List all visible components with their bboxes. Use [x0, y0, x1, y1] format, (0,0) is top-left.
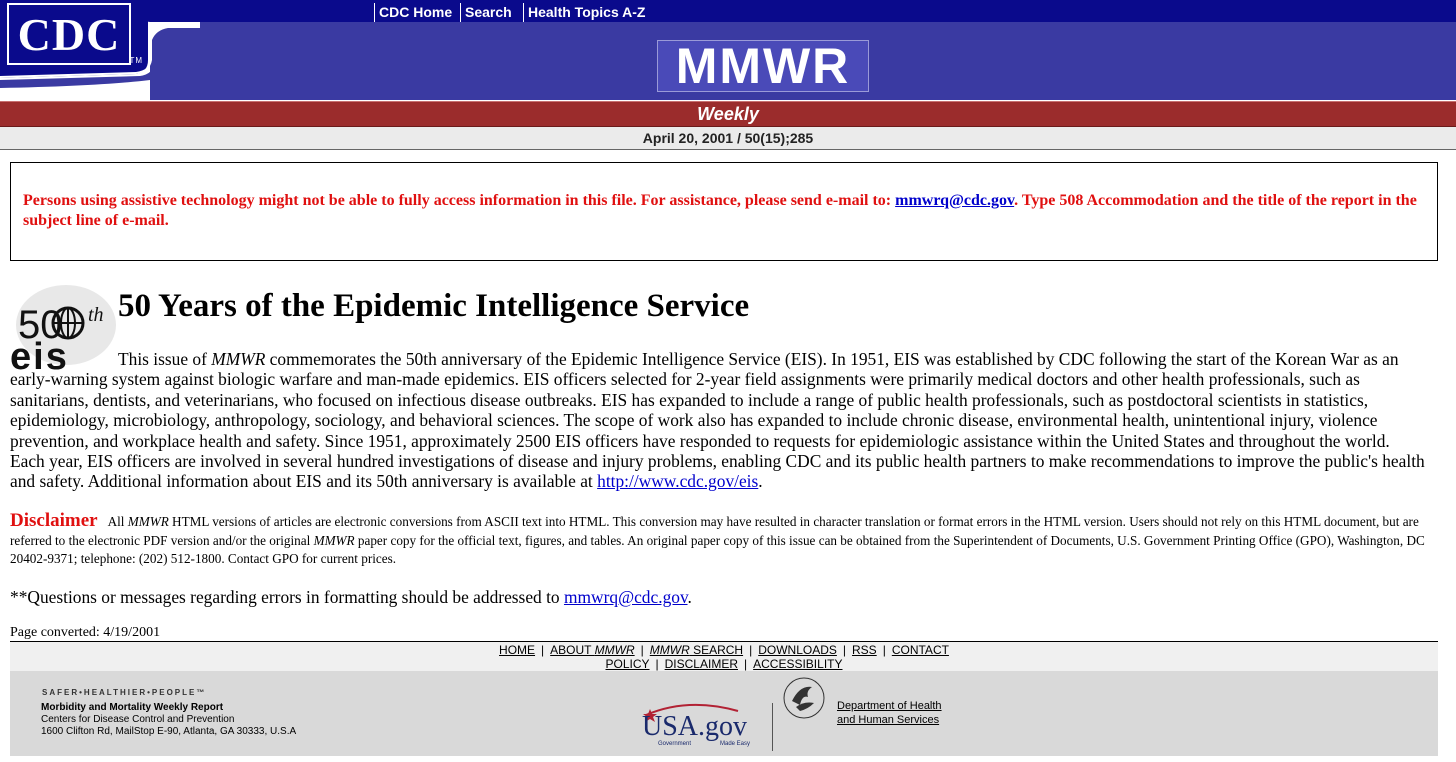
mmwr-emphasis: MMWR — [211, 349, 266, 369]
footer-separator: | — [749, 643, 753, 657]
hhs-line-1: Department of Health — [837, 700, 942, 712]
agency-address: 1600 Clifton Rd, MailStop E-90, Atlanta, GA 30333, U.S.A — [41, 726, 297, 737]
mmwr-logo: MMWR — [657, 40, 869, 92]
footer-separator: | — [882, 643, 886, 657]
hhs-eagle-icon — [782, 675, 826, 721]
disclaimer-text-1: All — [107, 514, 128, 529]
notice-text: Persons using assistive technology might not be able to fully access information in this file. For assistance, please send e-mail to: — [23, 192, 896, 209]
usagov-tag-right: Made Easy — [720, 741, 751, 747]
footer-search-link[interactable] — [650, 643, 743, 657]
disclaimer-section — [10, 512, 1428, 569]
page-converted-date: Page converted: 4/19/2001 — [10, 625, 161, 640]
footer-accessibility-link[interactable]: ACCESSIBILITY — [753, 657, 843, 671]
footer-rss-link[interactable]: RSS — [852, 643, 877, 657]
eis-logo-acronym: eis — [10, 336, 69, 373]
footer-separator: | — [541, 643, 545, 657]
site-header — [0, 0, 1456, 100]
footer-about-prefix: ABOUT — [550, 643, 595, 657]
disclaimer-mmwr-2: MMWR — [313, 532, 355, 548]
footer-separator: | — [655, 657, 659, 671]
intro-text-start: This issue of — [118, 349, 212, 369]
disclaimer-text-3: paper copy for the official text, figures, and tables. An original paper copy of this issue can be obtained from the Superintendent of Documents, U.S. Government Printing Office (GPO), Washington, DC 20402-9371; telephone: (202) 512-1800. Contact GPO for current prices. — [10, 532, 1425, 566]
footer-separator: | — [640, 643, 644, 657]
footer-contact-link[interactable]: CONTACT — [891, 643, 949, 657]
footer-divider — [772, 703, 773, 751]
cdc-logo-text: CDC — [17, 8, 121, 60]
article-paragraph — [10, 349, 1428, 492]
header-top-bar — [0, 0, 1456, 22]
questions-note — [10, 587, 692, 607]
nav-cdc-home[interactable]: CDC Home — [374, 3, 452, 22]
footer-separator: | — [842, 643, 847, 657]
notice-text-after: . Type 508 Accommodation and the title of the report in the subject line of e-mail. — [23, 192, 1417, 229]
footer-search-suffix: SEARCH — [689, 643, 744, 657]
footer-info — [10, 671, 1438, 756]
nav-search[interactable]: Search — [460, 3, 512, 22]
cdc-slogan: SAFER•HEALTHIER•PEOPLE™ — [42, 688, 207, 697]
usagov-tag-left: Government — [658, 741, 692, 747]
footer-policy-link[interactable]: POLICY — [605, 657, 650, 671]
footer-nav — [10, 641, 1438, 671]
trademark-mark: TM — [129, 56, 143, 65]
footer-downloads-link[interactable]: DOWNLOADS — [758, 643, 837, 657]
questions-end: . — [687, 587, 692, 607]
hhs-link[interactable] — [837, 699, 942, 727]
eis-logo-suffix: th — [88, 304, 104, 326]
usagov-logo[interactable] — [628, 701, 768, 749]
report-name: Morbidity and Mortality Weekly Report — [41, 702, 224, 713]
cdc-logo[interactable] — [7, 3, 143, 65]
questions-text: **Questions or messages regarding errors in formatting should be addressed to — [10, 587, 564, 607]
issue-date: April 20, 2001 / 50(15);285 — [0, 127, 1456, 150]
hhs-line-2: and Human Services — [837, 714, 940, 726]
eis-logo-number: 50 — [18, 303, 63, 347]
intro-text-end: . — [758, 471, 763, 492]
accessibility-notice — [10, 162, 1438, 261]
disclaimer-text-2: HTML versions of articles are electronic conversions from ASCII text into HTML. This conversion may have resulted in character translation or format errors in the HTML version. Users should not rely on this HTML document, but are referred to the electronic PDF version and/or the original — [10, 514, 1419, 548]
notice-email-link[interactable]: mmwrq@cdc.gov — [895, 192, 1015, 209]
disclaimer-heading: Disclaimer — [10, 510, 98, 531]
usagov-text: USA.gov — [642, 711, 748, 742]
footer-home-link[interactable]: HOME — [499, 643, 536, 657]
eis-website-link[interactable]: http://www.cdc.gov/eis — [597, 471, 759, 492]
disclaimer-mmwr-1: MMWR — [127, 514, 169, 529]
questions-email-link[interactable]: mmwrq@cdc.gov — [563, 587, 688, 607]
footer-about-em: MMWR — [594, 643, 635, 657]
intro-text-body: commemorates the 50th anniversary of the Epidemic Intelligence Service (EIS). In 1951, EIS was established by CDC following the start of the Korean War as an early-warning system against biologic warfare and man-made epidemics. EIS officers selected for 2-year field assignments were primarily medical doctors and other health professionals, such as sanitarians, dentists, and veterinarians, who focused on infectious disease outbreaks. EIS has expanded to include a range of public health professionals, such as postdoctoral scientists in statistics, epidemiology, microbiology, anthropology, sociology, and behavioral sciences. The scope of work also has expanded to include chronic disease, environmental health, unintentional injury, violence prevention, and workplace health and safety. Since 1951, approximately 2500 EIS officers have responded to requests for epidemiologic assistance within the United States and throughout the world. Each year, EIS officers are involved in several hundred investigations of disease and injury problems, enabling CDC and its public health partners to make recommendations to improve the public's health and safety. Additional information about EIS and its 50th anniversary is available at — [10, 349, 1425, 492]
footer-disclaimer-link[interactable]: DISCLAIMER — [664, 657, 738, 671]
footer-search-em: MMWR — [649, 643, 690, 657]
footer-about-link[interactable] — [550, 643, 634, 657]
weekly-bar: Weekly — [0, 101, 1456, 127]
nav-health-topics[interactable]: Health Topics A-Z — [523, 3, 645, 22]
agency-name: Centers for Disease Control and Prevention — [41, 714, 235, 725]
article-title: 50 Years of the Epidemic Intelligence Service — [118, 288, 750, 324]
footer-separator: | — [744, 657, 748, 671]
